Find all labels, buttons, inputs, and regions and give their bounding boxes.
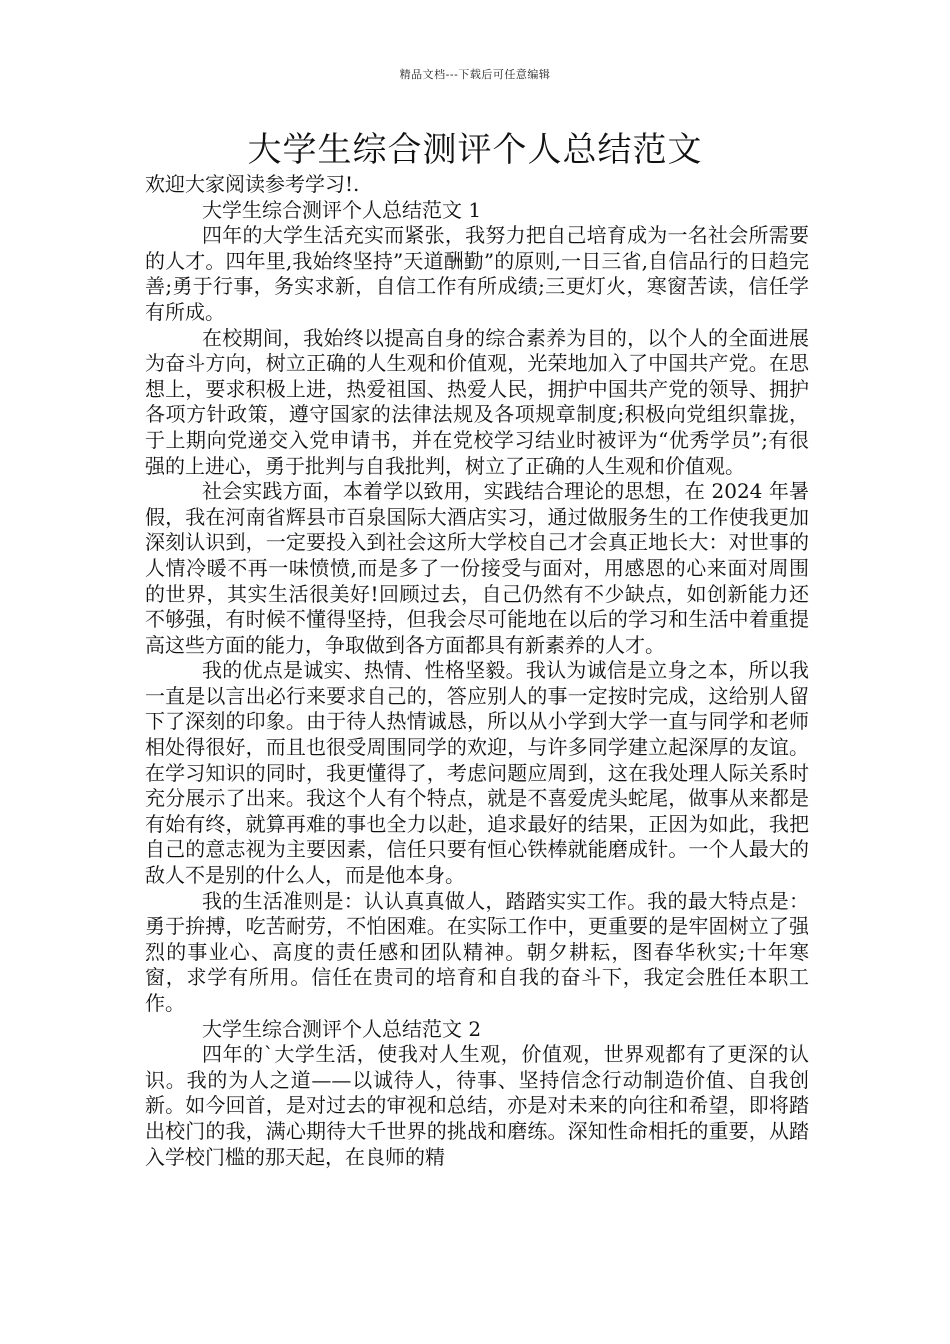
paragraph: 四年的大学生活充实而紧张，我努力把自己培育成为一名社会所需要的人才。四年里,我始终坚持”天道酬勤”的原则,一日三省,自信品行的日趋完善;勇于行事，务实求新，自信工作有所成绩;三更灯火，寒窗苦读，信任学有所成。: [145, 223, 809, 324]
page-header: 精品文档---下载后可任意编辑: [399, 68, 551, 81]
section-heading-1: 大学生综合测评个人总结范文 1: [202, 197, 482, 222]
document-body: [145, 172, 809, 1170]
intro-line: 欢迎大家阅读参考学习!.: [145, 172, 360, 196]
paragraph: 在校期间，我始终以提高自身的综合素养为目的，以个人的全面进展为奋斗方向，树立正确的人生观和价值观，光荣地加入了中国共产党。在思想上，要求积极上进，热爱祖国、热爱人民，拥护中国共产党的领导、拥护各项方针政策，遵守国家的法律法规及各项规章制度;积极向党组织靠拢，于上期向党递交入党申请书，并在党校学习结业时被评为“优秀学员”;有很强的上进心，勇于批判与自我批判，树立了正确的人生观和价值观。: [145, 325, 809, 478]
section-heading-2: 大学生综合测评个人总结范文 2: [202, 1016, 482, 1041]
paragraph: 我的生活准则是：认认真真做人，踏踏实实工作。我的最大特点是：勇于拚搏，吃苦耐劳，不怕困难。在实际工作中，更重要的是牢固树立了强烈的事业心、高度的责任感和团队精神。朝夕耕耘，图春华秋实;十年寒窗，求学有所用。信任在贵司的培育和自我的奋斗下，我定会胜任本职工作。: [145, 888, 809, 1015]
paragraph: 四年的`大学生活，使我对人生观，价值观，世界观都有了更深的认识。我的为人之道——以诚待人，待事、坚持信念行动制造价值、自我创新。如今回首，是对过去的审视和总结，亦是对未来的向往和希望，即将踏出校门的我，满心期待大千世界的挑战和磨练。深知性命相托的重要，从踏入学校门槛的那天起，在良师的精: [145, 1042, 809, 1169]
paragraph: 我的优点是诚实、热情、性格坚毅。我认为诚信是立身之本，所以我一直是以言出必行来要求自己的，答应别人的事一定按时完成，这给别人留下了深刻的印象。由于待人热情诚恳，所以从小学到大学一直与同学和老师相处得很好，而且也很受周围同学的欢迎，与许多同学建立起深厚的友谊。在学习知识的同时，我更懂得了，考虑问题应周到，这在我处理人际关系时充分展示了出来。我这个人有个特点，就是不喜爱虎头蛇尾，做事从来都是有始有终，就算再难的事也全力以赴，追求最好的结果，正因为如此，我把自己的意志视为主要因素，信任只要有恒心铁棒就能磨成针。一个人最大的敌人不是别的什么人，而是他本身。: [145, 658, 809, 888]
document-title: 大学生综合测评个人总结范文: [247, 130, 703, 170]
paragraph: 社会实践方面，本着学以致用，实践结合理论的思想，在 2024 年暑假，我在河南省辉县市百泉国际大酒店实习，通过做服务生的工作使我更加深刻认识到，一定要投入到社会这所大学校自己才会真正地长大：对世事的人情冷暖不再一味愤愤,而是多了一份接受与面对，用感恩的心来面对周围的世界，其实生活很美好!回顾过去，自己仍然有不少缺点，如创新能力还不够强，有时候不懂得坚持，但我会尽可能地在以后的学习和生活中着重提高这些方面的能力，争取做到各方面都具有新素养的人才。: [145, 479, 809, 657]
